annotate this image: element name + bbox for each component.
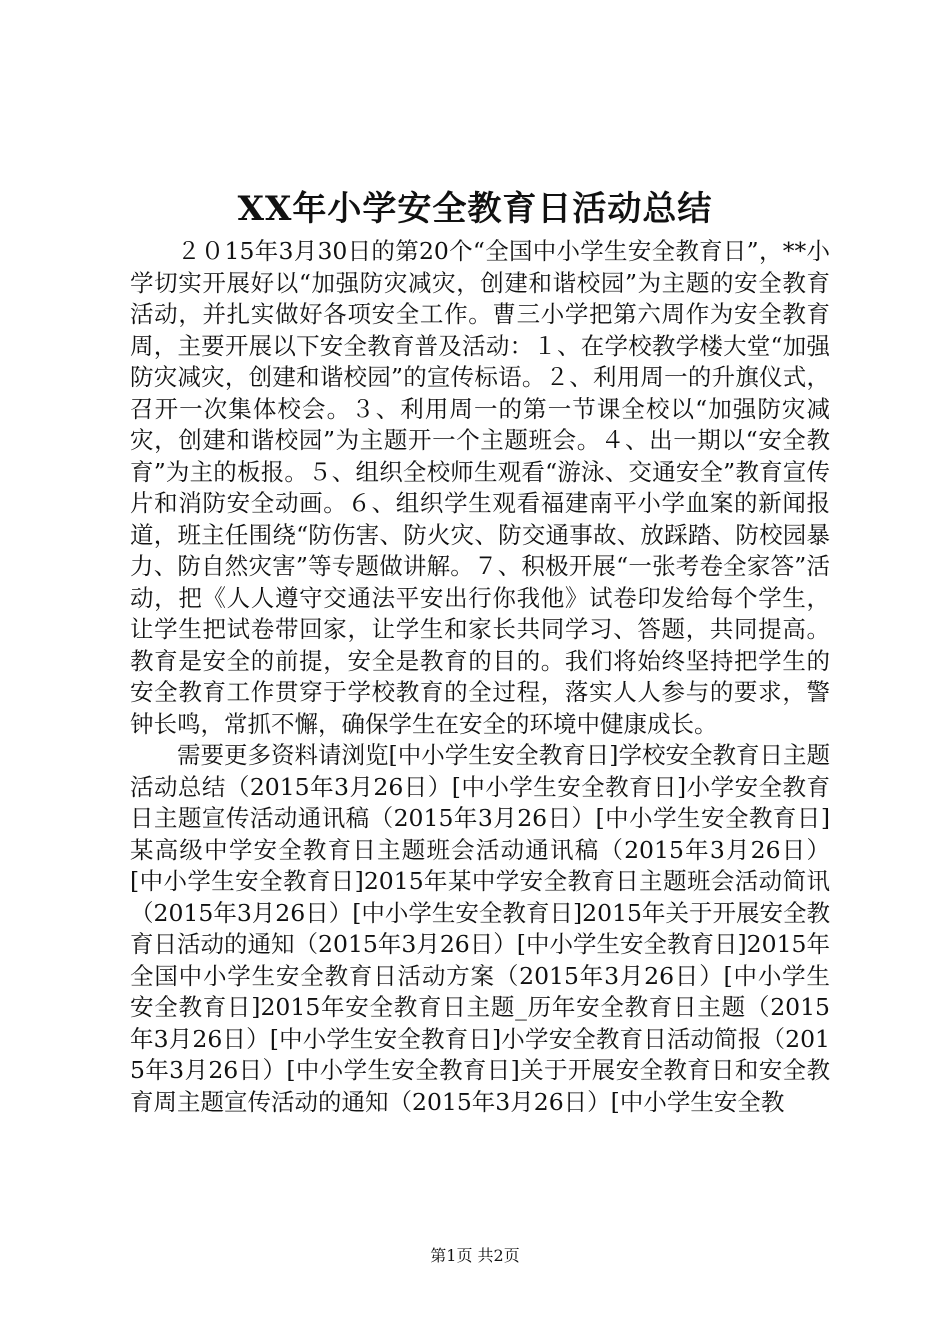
paragraph-summary: ２０15年3月30日的第20个“全国中小学生安全教育日”，**小学切实开展好以“加强防灾减灾，创建和谐校园”为主题的安全教育活动，并扎实做好各项安全工作。曹三小学把第六周作为安全教育周，主要开展以下安全教育普及活动：１、在学校教学楼大堂“加强防灾减灾，创建和谐校园”的宣传标语。２、利用周一的升旗仪式，召开一次集体校会。３、利用周一的第一节课全校以“加强防灾减灾，创建和谐校园”为主题开一个主题班会。４、出一期以“安全教育”为主的板报。５、组织全校师生观看“游泳、交通安全”教育宣传片和消防安全动画。６、组织学生观看福建南平小学血案的新闻报道，班主任围绕“防伤害、防火灾、防交通事故、放踩踏、防校园暴力、防自然灾害”等专题做讲解。７、积极开展“一张考卷全家答”活动，把《人人遵守交通法平安出行你我他》试卷印发给每个学生，让学生把试卷带回家，让学生和家长共同学习、答题，共同提高。教育是安全的前提，安全是教育的目的。我们将始终坚持把学生的安全教育工作贯穿于学校教育的全过程，落实人人参与的要求，警钟长鸣，常抓不懈，确保学生在安全的环境中健康成长。	[130, 237, 830, 738]
page-number-footer: 第1页 共2页	[430, 1246, 520, 1265]
paragraph-related-links: 需要更多资料请浏览[中小学生安全教育日]学校安全教育日主题活动总结（2015年3月26日）[中小学生安全教育日]小学安全教育日主题宣传活动通讯稿（2015年3月26日）[中小学生安全教育日]某高级中学安全教育日主题班会活动通讯稿（2015年3月26日）[中小学生安全教育日]2015年某中学安全教育日主题班会活动简讯（2015年3月26日）[中小学生安全教育日]2015年关于开展安全教育日活动的通知（2015年3月26日）[中小学生安全教育日]2015年全国中小学生安全教育日活动方案（2015年3月26日）[中小学生安全教育日]2015年安全教育日主题_历年安全教育日主题（2015年3月26日）[中小学生安全教育日]小学安全教育日活动简报（2015年3月26日）[中小学生安全教育日]关于开展安全教育日和安全教育周主题宣传活动的通知（2015年3月26日）[中小学生安全教	[130, 741, 830, 1116]
document-title: XX年小学安全教育日活动总结	[237, 189, 713, 229]
document-body	[130, 236, 830, 1118]
